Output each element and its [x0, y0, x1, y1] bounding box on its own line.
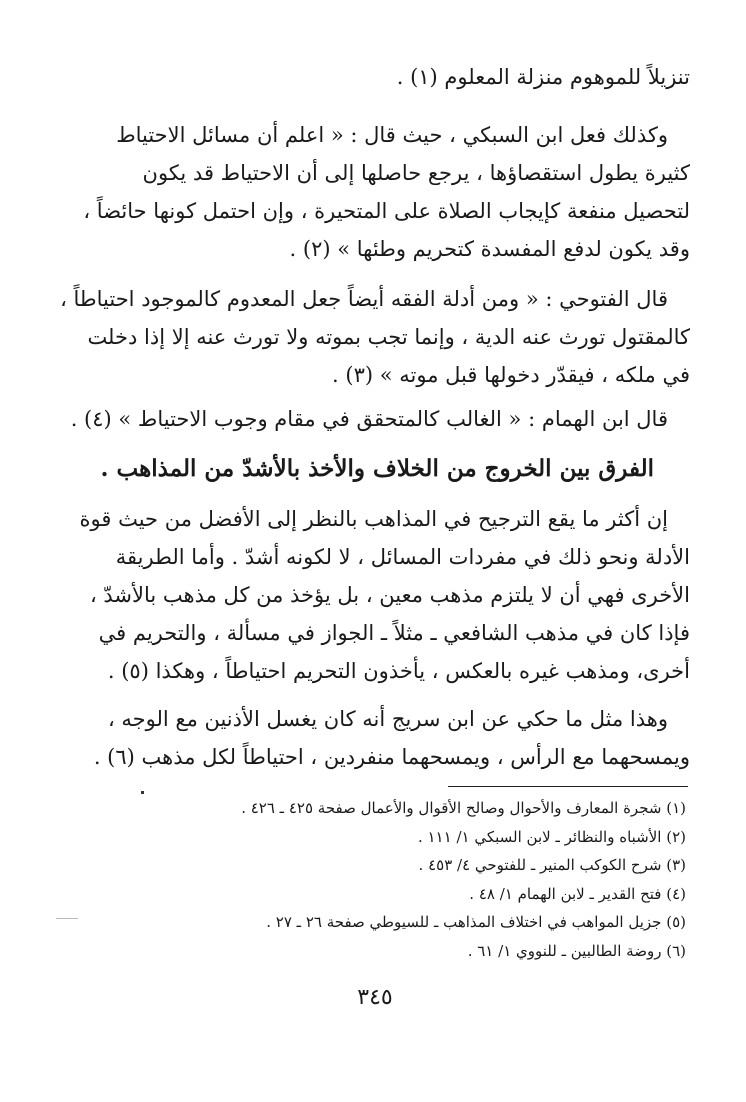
text-line: كالمقتول تورث عنه الدية ، وإنما تجب بموته ولا تورث عنه إلا إذا دخلت [87, 325, 690, 349]
text-line: كثيرة يطول استقصاؤها ، يرجع حاصلها إلى أن الاحتياط قد يكون [142, 161, 690, 185]
paragraph-1 [46, 58, 690, 96]
paragraph-4 [46, 400, 690, 438]
text-line: الأدلة ونحو ذلك في مفردات المسائل ، لا لكونه أشدّ . وأما الطريقة [115, 545, 690, 569]
text-line: إن أكثر ما يقع الترجيح في المذاهب بالنظر إلى الأفضل من حيث قوة [79, 507, 668, 531]
text-line: تنزيلاً للموهوم منزلة المعلوم (١) . [396, 65, 690, 89]
text-line: قال الفتوحي : « ومن أدلة الفقه أيضاً جعل المعدوم كالموجود احتياطاً ، [60, 287, 668, 311]
text-line: وهذا مثل ما حكي عن ابن سريج أنه كان يغسل الأذنين مع الوجه ، [107, 707, 668, 731]
footnote-1: (١) شجرة المعارف والأحوال وصالح الأقوال والأعمال صفحة ٤٢٥ ـ ٤٢٦ . [241, 799, 686, 817]
text-line: ويمسحهما مع الرأس ، ويمسحهما منفردين ، احتياطاً لكل مذهب (٦) . [93, 745, 690, 769]
footnote-3: (٣) شرح الكوكب المنير ـ للفتوحي ٤/ ٤٥٣ . [418, 856, 686, 874]
text-line: أخرى، ومذهب غيره بالعكس ، يأخذون التحريم احتياطاً ، وهكذا (٥) . [107, 659, 690, 683]
page-number: ٣٤٥ [357, 985, 393, 1010]
footnote-separator [448, 786, 688, 787]
paragraph-6 [46, 700, 690, 776]
text-line: فإذا كان في مذهب الشافعي ـ مثلاً ـ الجواز في مسألة ، والتحريم في [98, 621, 690, 645]
footnote-2: (٢) الأشباه والنظائر ـ لابن السبكي ١/ ١١١ . [417, 827, 686, 846]
paragraph-2 [46, 116, 690, 268]
text-line: قال ابن الهمام : « الغالب كالمتحقق في مقام وجوب الاحتياط » (٤) . [70, 407, 668, 431]
footnote-6: (٦) روضة الطالبين ـ للنووي ١/ ٦١ . [467, 941, 686, 960]
text-line: وقد يكون لدفع المفسدة كتحريم وطئها » (٢) . [289, 237, 690, 261]
footnote-5: (٥) جزيل المواهب في اختلاف المذاهب ـ للسيوطي صفحة ٢٦ ـ ٢٧ . [266, 913, 686, 931]
footnotes [126, 794, 686, 965]
text-line: لتحصيل منفعة كإيجاب الصلاة على المتحيرة ، وإن احتمل كونها حائضاً ، [83, 199, 690, 223]
margin-mark [56, 918, 78, 919]
footnote-4: (٤) فتح القدير ـ لابن الهمام ١/ ٤٨ . [469, 884, 686, 903]
paragraph-5 [46, 500, 690, 690]
text-line: الأخرى فهي أن لا يلتزم مذهب معين ، بل يؤخذ من كل مذهب بالأشدّ ، [89, 583, 690, 607]
section-heading: الفرق بين الخروج من الخلاف والأخذ بالأشدّ من المذاهب . [100, 455, 654, 482]
paragraph-3 [46, 280, 690, 394]
text-line: في ملكه ، فيقدّر دخولها قبل موته » (٣) . [332, 363, 690, 387]
text-line: وكذلك فعل ابن السبكي ، حيث قال : « اعلم أن مسائل الاحتياط [116, 123, 668, 147]
